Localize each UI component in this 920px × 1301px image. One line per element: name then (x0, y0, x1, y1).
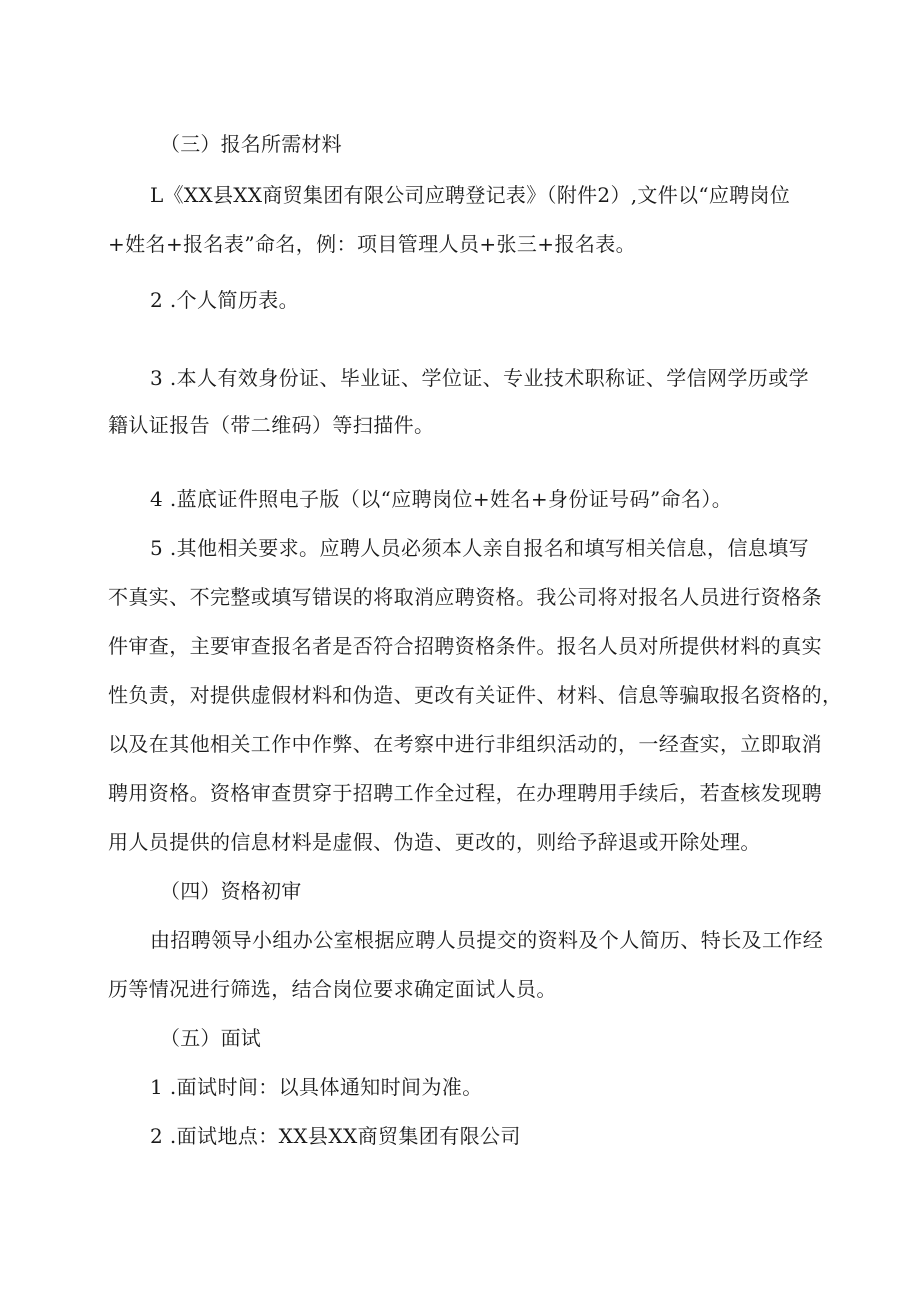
section-3-item-5-line-6: 聘用资格。资格审查贯穿于招聘工作全过程，在办理聘用手续后，若查核发现聘 (108, 781, 822, 805)
section-4-heading: （四）资格初审 (160, 879, 302, 903)
section-3-item-5-line-1: 5 .其他相关要求。应聘人员必须本人亲自报名和填写相关信息，信息填写 (150, 536, 810, 560)
section-4-para-line-1: 由招聘领导小组办公室根据应聘人员提交的资料及个人简历、特长及工作经 (150, 928, 824, 952)
section-4-para-line-2: 历等情况进行筛选，结合岗位要求确定面试人员。 (108, 977, 557, 1001)
section-5-item-1-line-1: 1 .面试时间：以具体通知时间为准。 (150, 1075, 483, 1099)
section-3-item-4-line-1: 4 .蓝底证件照电子版（以“应聘岗位+姓名+身份证号码”命名）。 (150, 487, 733, 511)
section-3-item-5-line-2: 不真实、不完整或填写错误的将取消应聘资格。我公司将对报名人员进行资格条 (108, 585, 822, 609)
section-3-item-1-line-2: +姓名+报名表”命名，例：项目管理人员+张三+报名表。 (108, 232, 637, 256)
section-3-item-3-line-1: 3 .本人有效身份证、毕业证、学位证、专业技术职称证、学信网学历或学 (150, 366, 810, 390)
section-3-item-5-line-5: 以及在其他相关工作中作弊、在考察中进行非组织活动的，一经查实，立即取消 (108, 732, 822, 756)
section-3-item-5-line-7: 用人员提供的信息材料是虚假、伪造、更改的，则给予辞退或开除处理。 (108, 830, 761, 854)
section-3-item-2-line-1: 2 .个人简历表。 (150, 288, 300, 312)
section-3-item-5-line-3: 件审查，主要审查报名者是否符合招聘资格条件。报名人员对所提供材料的真实 (108, 634, 822, 658)
section-5-item-2-line-1: 2 .面试地点：XX县XX商贸集团有限公司 (150, 1124, 521, 1148)
section-3-item-1-line-1: L《XX县XX商贸集团有限公司应聘登记表》（附件2）,文件以“应聘岗位 (150, 183, 791, 207)
section-3-item-3-line-2: 籍认证报告（带二维码）等扫描件。 (108, 413, 435, 437)
section-5-heading: （五）面试 (160, 1026, 261, 1050)
section-3-item-5-line-4: 性负责，对提供虚假材料和伪造、更改有关证件、材料、信息等骗取报名资格的， (108, 683, 843, 707)
section-3-heading: （三）报名所需材料 (160, 132, 342, 156)
